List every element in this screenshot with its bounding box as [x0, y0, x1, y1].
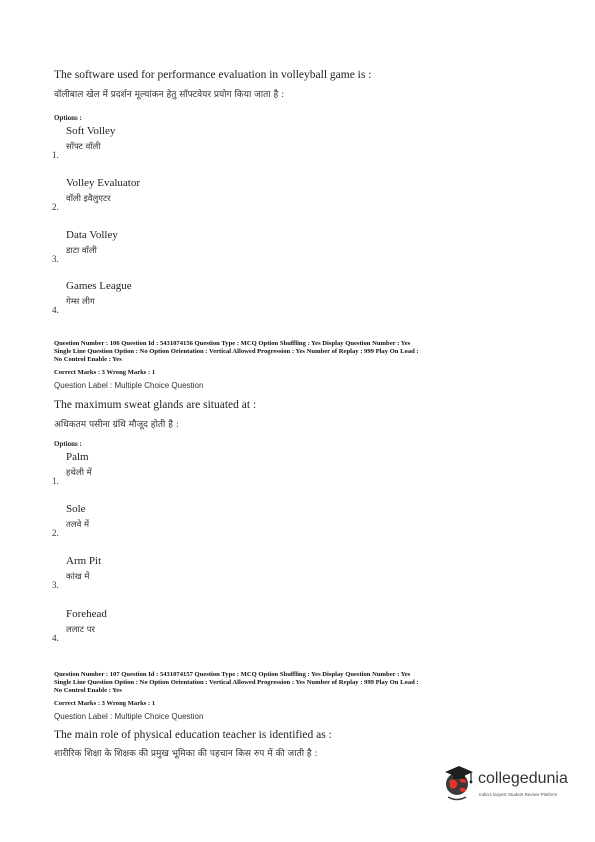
question-metadata-line: Question Number : 107 Question Id : 5431074157 Question Type : MCQ Option Shuffling : Yes Display Question Number : Yes: [54, 671, 411, 678]
option-number: 1.: [52, 150, 59, 160]
option-text-hi: डाटा वॉली: [66, 246, 97, 256]
option-text-en: Palm: [66, 451, 89, 463]
option-number: 4.: [52, 305, 59, 315]
option-text-hi: हथेली में: [66, 468, 92, 478]
option-text-hi: कांख में: [66, 572, 90, 582]
collegedunia-logo: [441, 762, 591, 812]
option-number: 3.: [52, 580, 59, 590]
question-label: Question Label : Multiple Choice Question: [54, 712, 204, 721]
option-text-en: Data Volley: [66, 229, 118, 241]
question-105-text-hi: वॉलीबाल खेल में प्रदर्शन मूल्यांकन हेतु सॉफ्टवेयर प्रयोग किया जाता है :: [54, 90, 285, 100]
question-106-text-hi: अधिकतम पसीना ग्रंथि मौजूद होती है :: [54, 420, 179, 430]
question-metadata-line: Single Line Question Option : No Option Orientation : Vertical Allowed Progression : Yes Number of Replay : 999 Play On Load :: [54, 679, 419, 686]
question-label: Question Label : Multiple Choice Question: [54, 381, 204, 390]
question-metadata-line: No Control Enable : Yes: [54, 356, 122, 363]
logo-tagline: India's largest Student Review Platform: [479, 792, 558, 797]
question-107-text-hi: शारीरिक शिक्षा के शिक्षक की प्रमुख भूमिका की पहचान किस रुप में की जाती है :: [54, 749, 318, 759]
option-text-en: Arm Pit: [66, 555, 102, 567]
graduation-cap-globe-icon: [441, 764, 475, 804]
option-text-hi: वॉली इवैलुएटर: [66, 194, 111, 204]
option-number: 2.: [52, 528, 59, 538]
question-106-text-en: The maximum sweat glands are situated at :: [54, 399, 257, 411]
option-text-hi: सॉफ्ट वॉली: [66, 142, 101, 152]
option-number: 3.: [52, 254, 59, 264]
option-text-en: Forehead: [66, 608, 107, 620]
option-number: 1.: [52, 476, 59, 486]
option-text-hi: गेम्स लीग: [66, 297, 95, 307]
option-number: 4.: [52, 633, 59, 643]
option-text-en: Soft Volley: [66, 125, 116, 137]
logo-wordmark: collegedunia: [478, 770, 568, 787]
question-metadata-line: Question Number : 106 Question Id : 5431074156 Question Type : MCQ Option Shuffling : Yes Display Question Number : Yes: [54, 340, 411, 347]
question-marks: Correct Marks : 3 Wrong Marks : 1: [54, 700, 156, 707]
option-text-en: Games League: [66, 280, 132, 292]
question-marks: Correct Marks : 3 Wrong Marks : 1: [54, 369, 156, 376]
option-text-en: Volley Evaluator: [66, 177, 141, 189]
option-text-hi: तलवे में: [66, 520, 90, 530]
question-105-text-en: The software used for performance evaluation in volleyball game is :: [54, 69, 372, 81]
question-metadata-line: No Control Enable : Yes: [54, 687, 122, 694]
option-number: 2.: [52, 202, 59, 212]
option-text-hi: ललाट पर: [66, 625, 96, 635]
options-heading: Options :: [54, 440, 82, 448]
option-text-en: Sole: [66, 503, 86, 515]
question-metadata-line: Single Line Question Option : No Option Orientation : Vertical Allowed Progression : Yes Number of Replay : 999 Play On Load :: [54, 348, 419, 355]
question-107-text-en: The main role of physical education teacher is identified as :: [54, 729, 332, 741]
options-heading: Options :: [54, 114, 82, 122]
